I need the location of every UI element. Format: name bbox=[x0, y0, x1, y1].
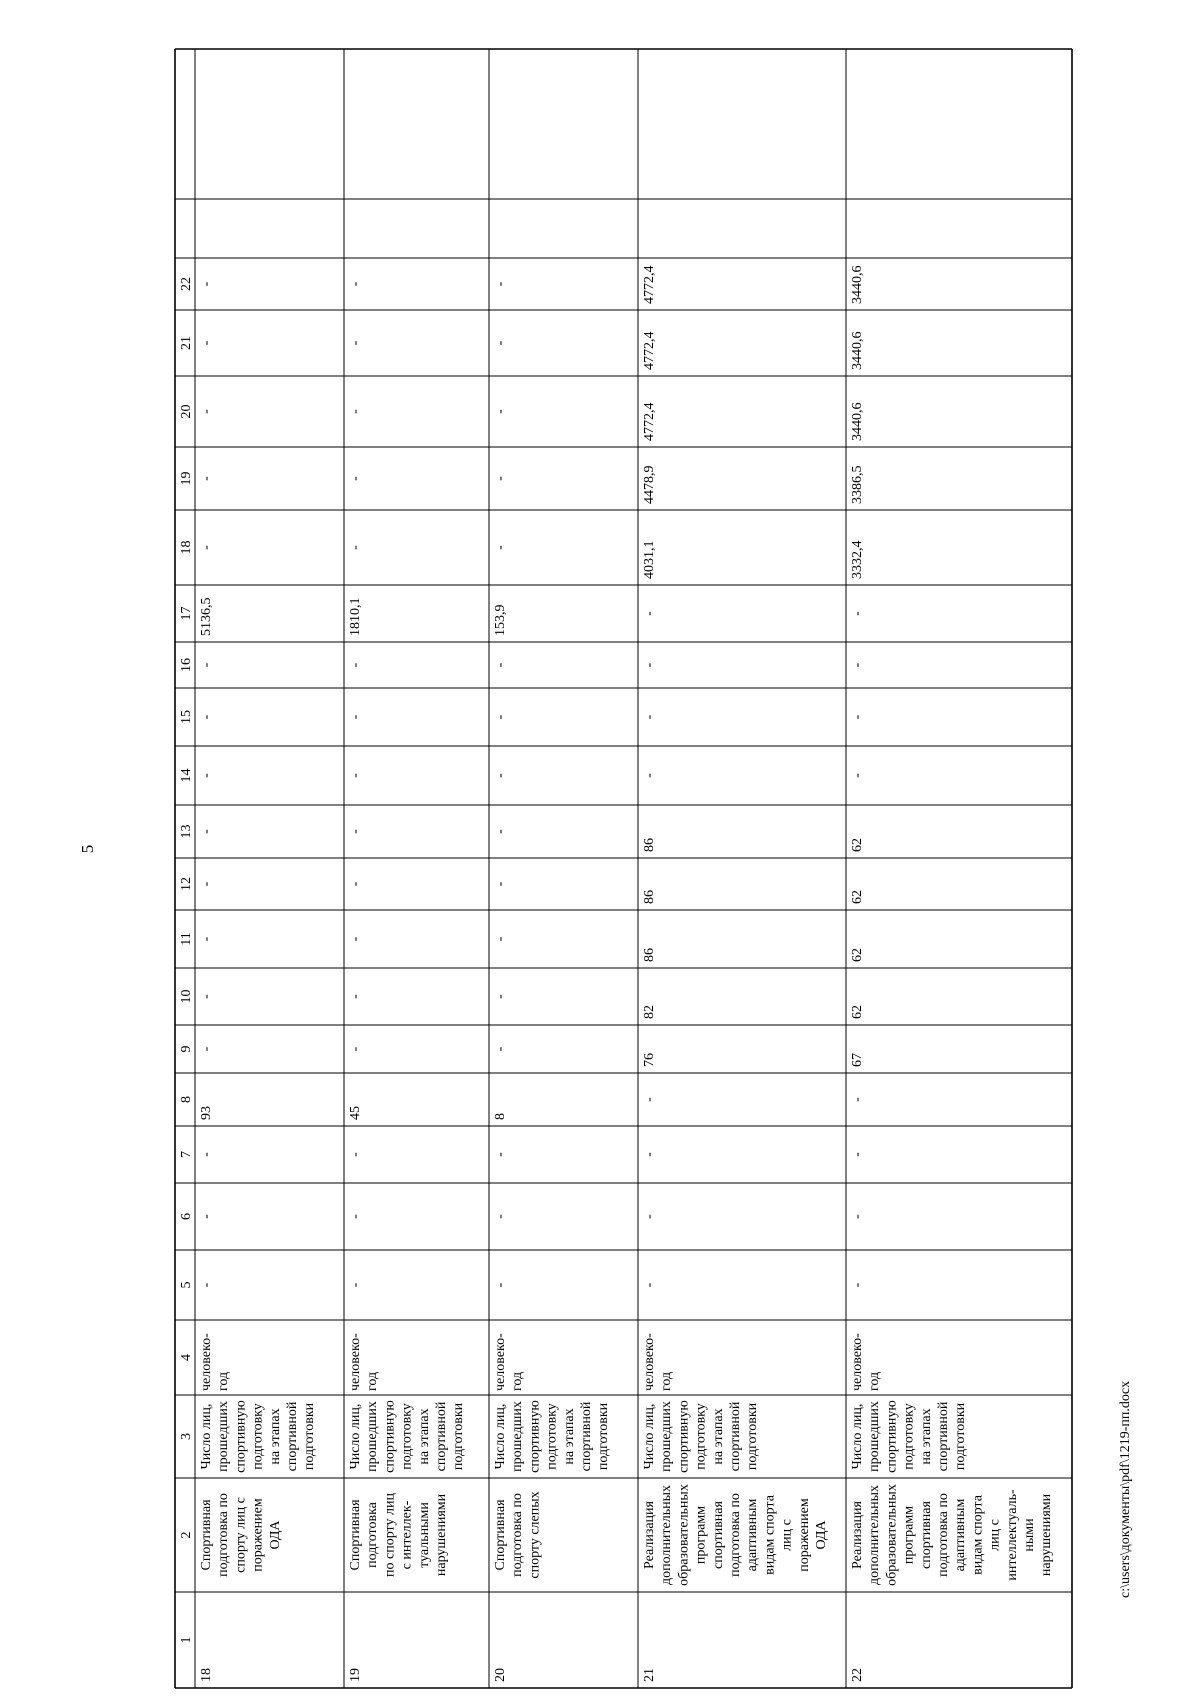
row-name-line: дополнительных bbox=[867, 1484, 883, 1586]
cell-value: - bbox=[493, 994, 508, 999]
cell-value: - bbox=[348, 994, 363, 999]
row-name-line: Реализация bbox=[850, 1501, 865, 1569]
column-header: 22 bbox=[179, 277, 194, 291]
cell-value: 3440,6 bbox=[850, 265, 865, 304]
row-indicator-line: подготовку bbox=[544, 1403, 560, 1470]
row-indicator-line: спортивной bbox=[936, 1401, 951, 1472]
cell-value: - bbox=[493, 476, 508, 481]
column-header: 17 bbox=[179, 606, 194, 621]
column-header: 2 bbox=[179, 1531, 194, 1539]
cell-value: - bbox=[348, 1152, 363, 1157]
cell-value: - bbox=[348, 662, 363, 668]
row-unit-line: человеко- bbox=[642, 1333, 657, 1391]
cell-value: 3386,5 bbox=[850, 465, 865, 504]
row-name-line: программ bbox=[693, 1505, 709, 1565]
cell-value: - bbox=[850, 714, 865, 720]
cell-value: 5136,5 bbox=[199, 597, 214, 636]
cell-value: - bbox=[493, 1046, 508, 1052]
cell-value: - bbox=[642, 1097, 657, 1102]
column-header: 16 bbox=[179, 658, 194, 672]
row-indicator-line: подготовку bbox=[693, 1403, 709, 1470]
row-indicator-line: подготовки bbox=[302, 1402, 318, 1471]
column-header: 6 bbox=[179, 1213, 194, 1220]
row-number: 20 bbox=[493, 1668, 508, 1682]
cell-value: - bbox=[493, 829, 508, 834]
row-name-line: Спортивная bbox=[199, 1499, 214, 1571]
cell-value: - bbox=[642, 714, 657, 720]
column-header: 3 bbox=[179, 1433, 194, 1440]
cell-value: 3332,4 bbox=[850, 540, 865, 579]
cell-value: - bbox=[348, 281, 363, 287]
cell-value: - bbox=[493, 281, 508, 287]
cell-value: 3440,6 bbox=[850, 402, 865, 441]
row-name-line: образовательных bbox=[884, 1484, 900, 1586]
row-number: 18 bbox=[199, 1668, 214, 1682]
row-indicator-line: спортивную bbox=[884, 1400, 900, 1473]
cell-value: 62 bbox=[850, 1005, 865, 1019]
row-name-line: лиц с bbox=[987, 1519, 1003, 1551]
row-indicator-line: спортивной bbox=[285, 1401, 300, 1472]
row-name-line: поражением bbox=[796, 1498, 812, 1572]
cell-value: - bbox=[493, 662, 508, 668]
column-header: 11 bbox=[179, 932, 194, 946]
row-indicator-line: спортивную bbox=[233, 1400, 249, 1473]
cell-value: - bbox=[493, 409, 508, 414]
column-header: 1 bbox=[179, 1636, 194, 1644]
column-header: 4 bbox=[179, 1354, 194, 1361]
column-header: 20 bbox=[179, 404, 194, 419]
row-indicator-line: спортивной bbox=[728, 1401, 743, 1472]
row-unit-line: человеко- bbox=[348, 1333, 363, 1391]
cell-value: - bbox=[348, 773, 363, 778]
row-indicator-line: спортивной bbox=[434, 1401, 449, 1472]
cell-value: - bbox=[348, 476, 363, 481]
cell-value: 4772,4 bbox=[642, 402, 657, 441]
cell-value: 82 bbox=[642, 1005, 657, 1019]
row-indicator-line: спортивную bbox=[382, 1400, 398, 1473]
column-header: 10 bbox=[179, 989, 194, 1004]
row-indicator-line: Число лиц, bbox=[642, 1403, 657, 1470]
row-name-line: нарушениями bbox=[434, 1493, 449, 1577]
cell-value: - bbox=[348, 936, 363, 942]
row-unit-line: год bbox=[365, 1371, 381, 1391]
row-unit-line: человеко- bbox=[493, 1333, 508, 1391]
row-name-line: видам спорта bbox=[970, 1495, 986, 1575]
cell-value: - bbox=[642, 662, 657, 668]
row-name-line: нарушениями bbox=[1039, 1493, 1055, 1577]
cell-value: - bbox=[199, 476, 214, 481]
cell-value: 62 bbox=[850, 838, 865, 852]
cell-value: 86 bbox=[642, 948, 657, 962]
cell-value: - bbox=[348, 340, 363, 346]
row-indicator-line: спортивную bbox=[527, 1400, 543, 1473]
cell-value: - bbox=[493, 1282, 508, 1288]
cell-value: 45 bbox=[348, 1106, 363, 1120]
cell-value: - bbox=[199, 340, 214, 346]
row-name-line: спорту слепых bbox=[527, 1491, 543, 1579]
row-name-line: подготовка bbox=[365, 1502, 381, 1568]
cell-value: 4031,1 bbox=[642, 540, 657, 579]
cell-value: - bbox=[348, 881, 363, 887]
row-unit-line: год bbox=[867, 1371, 883, 1391]
row-unit-line: год bbox=[510, 1371, 526, 1391]
footer-file-path: c:\users\документы\pdf\1219-пп.docx bbox=[1118, 1380, 1133, 1598]
row-name-line: адаптивным bbox=[953, 1498, 969, 1572]
cell-value: - bbox=[348, 1214, 363, 1219]
row-unit-line: человеко- bbox=[199, 1333, 214, 1391]
row-indicator-line: прошедших bbox=[216, 1401, 232, 1472]
row-name-line: ОДА bbox=[267, 1520, 283, 1550]
cell-value: - bbox=[642, 611, 657, 616]
cell-value: - bbox=[199, 1282, 214, 1288]
column-header: 9 bbox=[179, 1045, 194, 1053]
row-name-line: Реализация bbox=[642, 1501, 657, 1569]
row-indicator-line: подготовку bbox=[901, 1403, 917, 1470]
row-name-line: спортивная bbox=[918, 1501, 934, 1569]
cell-value: - bbox=[493, 1152, 508, 1157]
row-indicator-line: прошедших bbox=[365, 1401, 381, 1472]
cell-value: 76 bbox=[642, 1053, 657, 1067]
cell-value: 3440,6 bbox=[850, 331, 865, 370]
cell-value: - bbox=[199, 1152, 214, 1157]
cell-value: 8 bbox=[493, 1113, 508, 1120]
cell-value: - bbox=[199, 409, 214, 414]
cell-value: - bbox=[642, 1282, 657, 1288]
row-number: 19 bbox=[348, 1668, 363, 1682]
cell-value: - bbox=[199, 662, 214, 668]
row-name-line: видам спорта bbox=[762, 1495, 778, 1575]
cell-value: 4772,4 bbox=[642, 331, 657, 370]
row-indicator-line: Число лиц, bbox=[199, 1403, 214, 1470]
cell-value: 62 bbox=[850, 890, 865, 904]
row-unit-line: человеко- bbox=[850, 1333, 865, 1391]
cell-value: 86 bbox=[642, 890, 657, 904]
row-indicator-line: подготовку bbox=[399, 1403, 415, 1470]
cell-value: 67 bbox=[850, 1053, 865, 1067]
cell-value: - bbox=[199, 936, 214, 942]
cell-value: - bbox=[348, 545, 363, 550]
row-indicator-line: подготовки bbox=[953, 1402, 969, 1471]
row-name-line: подготовка по bbox=[216, 1493, 232, 1577]
row-name-line: адаптивным bbox=[745, 1498, 761, 1572]
cell-value: - bbox=[199, 773, 214, 778]
row-name-line: по спорту лиц bbox=[382, 1493, 398, 1577]
row-name-line: туальными bbox=[416, 1502, 432, 1568]
row-indicator-line: на этапах bbox=[267, 1408, 283, 1465]
cell-value: - bbox=[348, 714, 363, 720]
cell-value: - bbox=[348, 1282, 363, 1288]
row-name-line: дополнительных bbox=[659, 1484, 675, 1586]
cell-value: - bbox=[199, 1046, 214, 1052]
column-header: 14 bbox=[179, 768, 194, 783]
cell-value: 86 bbox=[642, 838, 657, 852]
row-name-line: Спортивная bbox=[348, 1499, 363, 1571]
row-name-line: поражением bbox=[250, 1498, 266, 1572]
row-name-line: программ bbox=[901, 1505, 917, 1565]
column-header: 8 bbox=[179, 1096, 194, 1103]
cell-value: - bbox=[850, 611, 865, 616]
row-indicator-line: подготовку bbox=[250, 1403, 266, 1470]
row-indicator-line: подготовки bbox=[745, 1402, 761, 1471]
cell-value: - bbox=[199, 881, 214, 887]
cell-value: - bbox=[199, 994, 214, 999]
cell-value: - bbox=[199, 829, 214, 834]
row-name-line: спортивная bbox=[710, 1501, 726, 1569]
row-name-line: Спортивная bbox=[493, 1499, 508, 1571]
cell-value: - bbox=[850, 1282, 865, 1288]
cell-value: - bbox=[642, 1152, 657, 1157]
row-name-line: образовательных bbox=[676, 1484, 692, 1586]
cell-value: - bbox=[850, 662, 865, 668]
cell-value: - bbox=[493, 340, 508, 346]
row-unit-line: год bbox=[216, 1371, 232, 1391]
row-indicator-line: на этапах bbox=[561, 1408, 577, 1465]
cell-value: - bbox=[199, 281, 214, 287]
row-indicator-line: на этапах bbox=[918, 1408, 934, 1465]
row-indicator-line: Число лиц, bbox=[850, 1403, 865, 1470]
cell-value: - bbox=[348, 1046, 363, 1052]
cell-value: - bbox=[493, 881, 508, 887]
row-indicator-line: на этапах bbox=[710, 1408, 726, 1465]
cell-value: 1810,1 bbox=[348, 597, 363, 636]
row-indicator-line: спортивную bbox=[676, 1400, 692, 1473]
row-unit-line: год bbox=[659, 1371, 675, 1391]
row-name-line: подготовка по bbox=[510, 1493, 526, 1577]
cell-value: - bbox=[348, 829, 363, 834]
cell-value: - bbox=[850, 1097, 865, 1102]
cell-value: - bbox=[493, 714, 508, 720]
row-indicator-line: подготовки bbox=[596, 1402, 612, 1471]
row-indicator-line: прошедших bbox=[659, 1401, 675, 1472]
cell-value: 62 bbox=[850, 948, 865, 962]
cell-value: - bbox=[348, 409, 363, 414]
row-indicator-line: прошедших bbox=[867, 1401, 883, 1472]
cell-value: 153,9 bbox=[493, 604, 508, 636]
cell-value: 93 bbox=[199, 1106, 214, 1120]
cell-value: 4478,9 bbox=[642, 465, 657, 504]
row-indicator-line: на этапах bbox=[416, 1408, 432, 1465]
row-name-line: лиц с bbox=[779, 1519, 795, 1551]
row-number: 21 bbox=[642, 1668, 657, 1682]
row-name-line: подготовка по bbox=[728, 1493, 743, 1577]
cell-value: - bbox=[642, 773, 657, 778]
cell-value: - bbox=[642, 1214, 657, 1219]
cell-value: - bbox=[493, 1214, 508, 1219]
column-header: 18 bbox=[179, 540, 194, 555]
cell-value: - bbox=[850, 1152, 865, 1157]
column-header: 21 bbox=[179, 336, 194, 350]
column-header: 12 bbox=[179, 877, 194, 891]
cell-value: - bbox=[199, 1214, 214, 1219]
cell-value: - bbox=[493, 936, 508, 942]
row-name-line: с интеллек- bbox=[399, 1500, 415, 1570]
cell-value: 4772,4 bbox=[642, 265, 657, 304]
row-indicator-line: Число лиц, bbox=[348, 1403, 363, 1470]
row-name-line: ОДА bbox=[814, 1520, 829, 1550]
row-indicator-line: Число лиц, bbox=[493, 1403, 508, 1470]
cell-value: - bbox=[199, 714, 214, 720]
cell-value: - bbox=[493, 773, 508, 778]
row-name-line: подготовка по bbox=[936, 1493, 951, 1577]
row-number: 22 bbox=[850, 1668, 865, 1682]
row-name-line: ными bbox=[1022, 1518, 1037, 1552]
column-header: 5 bbox=[179, 1281, 194, 1289]
cell-value: - bbox=[493, 545, 508, 550]
page-number: 5 bbox=[78, 844, 97, 854]
row-indicator-line: спортивной bbox=[579, 1401, 594, 1472]
row-indicator-line: прошедших bbox=[510, 1401, 526, 1472]
row-name-line: спорту лиц с bbox=[233, 1497, 249, 1573]
row-name-line: интеллектуаль- bbox=[1004, 1489, 1020, 1581]
column-header: 7 bbox=[179, 1151, 194, 1158]
row-indicator-line: подготовки bbox=[451, 1402, 467, 1471]
cell-value: - bbox=[850, 773, 865, 778]
cell-value: - bbox=[850, 1214, 865, 1219]
column-header: 13 bbox=[179, 824, 194, 839]
column-header: 15 bbox=[179, 710, 194, 724]
column-header: 19 bbox=[179, 471, 194, 486]
cell-value: - bbox=[199, 545, 214, 550]
